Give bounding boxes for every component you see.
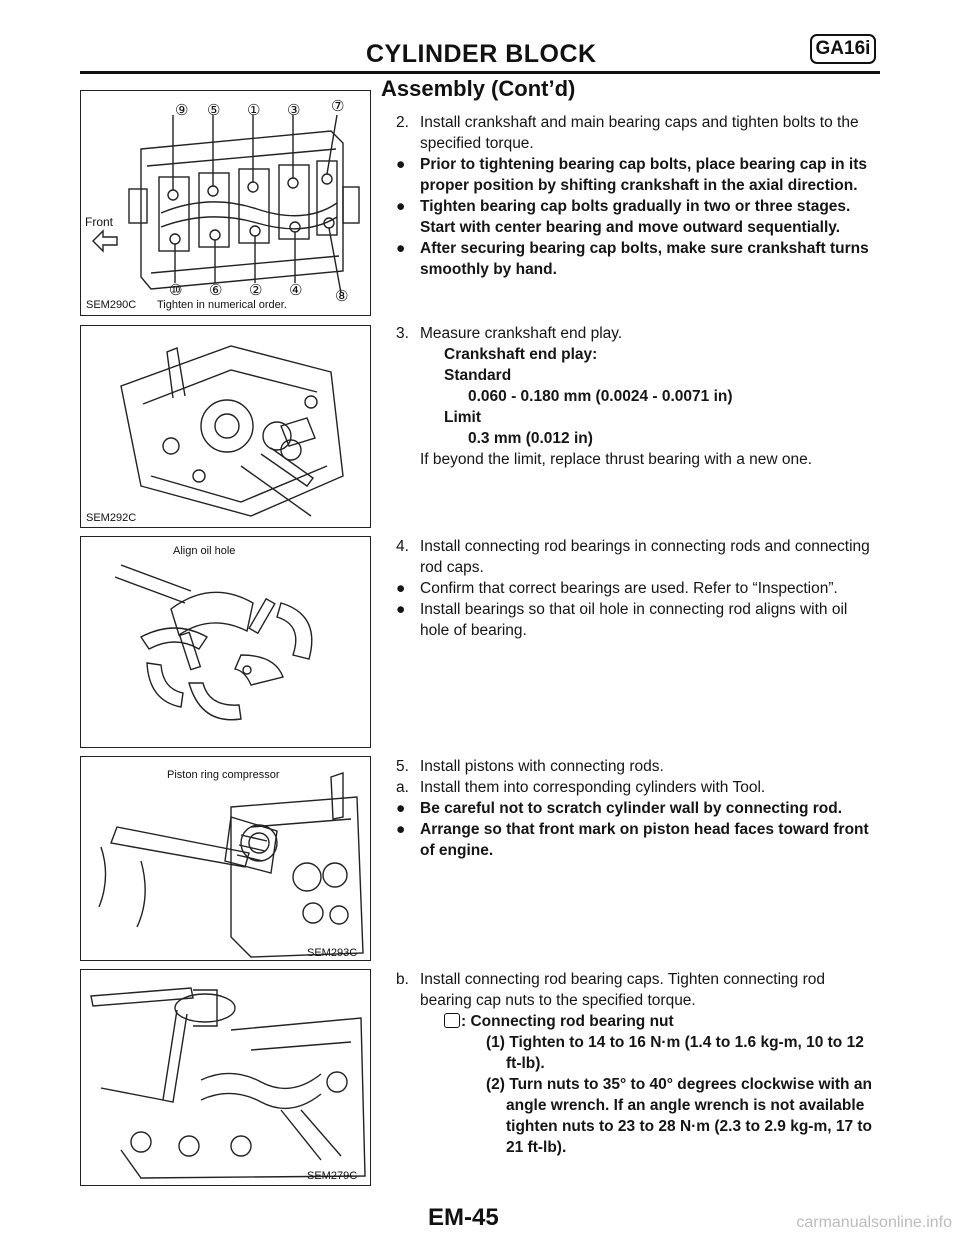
- step-5-bullet-2: ● Arrange so that front mark on piston head faces toward front of engine.: [396, 821, 869, 859]
- end-play-spec-title: Crankshaft end play:: [444, 346, 598, 363]
- step-2-bullet-3: ● After securing bearing cap bolts, make sure crankshaft turns smoothly by hand.: [396, 240, 869, 278]
- limit-label: Limit: [444, 409, 482, 426]
- step-2-block: [396, 112, 876, 280]
- step-5b: b. Install connecting rod bearing caps. Tighten connecting rod bearing cap nuts to the specified torque.: [396, 971, 825, 1009]
- figure-code: SEM290C: [86, 299, 137, 311]
- step-3: 3. Measure crankshaft end play.: [396, 325, 623, 342]
- watermark: carmanualsonline.info: [796, 1214, 952, 1231]
- step-4-bullet-2: ● Install bearings so that oil hole in connecting rod aligns with oil hole of bearing.: [396, 601, 848, 639]
- section-title: CYLINDER BLOCK: [366, 40, 597, 68]
- align-oil-hole-label: Align oil hole: [173, 545, 236, 557]
- torque-step-1: (1) Tighten to 14 to 16 N·m (1.4 to 1.6 kg-m, 10 to 12 ft-lb).: [486, 1034, 864, 1072]
- torque-spec-title: : Connecting rod bearing nut: [396, 1011, 876, 1032]
- order-number-10: ⑩: [169, 282, 183, 299]
- order-number-4: ④: [289, 282, 303, 299]
- order-number-5: ⑤: [207, 102, 221, 119]
- order-number-7: ⑦: [331, 98, 345, 115]
- figure-code: SEM293C: [307, 947, 358, 959]
- order-number-6: ⑥: [209, 282, 223, 299]
- order-number-9: ⑨: [175, 102, 189, 119]
- end-play-note: If beyond the limit, replace thrust bearing with a new one.: [420, 451, 813, 468]
- page-number: EM-45: [428, 1204, 499, 1231]
- torque-wrench-icon: [444, 1013, 460, 1028]
- figure-angle-wrench: [80, 969, 371, 1186]
- figure-tightening-order: [80, 90, 371, 316]
- tightening-order-illustration: [81, 91, 372, 317]
- step-5: 5. Install pistons with connecting rods.: [396, 758, 664, 775]
- step-5-block: [396, 756, 876, 861]
- angle-wrench-illustration: [81, 970, 372, 1187]
- piston-ring-compressor-label: Piston ring compressor: [167, 769, 280, 781]
- step-2: 2. Install crankshaft and main bearing caps and tighten bolts to the specified torque.: [396, 114, 859, 152]
- front-label: Front: [85, 215, 114, 229]
- step-3-block: [396, 323, 876, 470]
- rod-bearings-illustration: [81, 537, 372, 749]
- step-5b-block: [396, 969, 876, 1158]
- figure-end-play-measurement: [80, 325, 371, 528]
- step-5a: a. Install them into corresponding cylinders with Tool.: [396, 779, 766, 796]
- order-number-2: ②: [249, 282, 263, 299]
- step-2-bullet-2: ● Tighten bearing cap bolts gradually in two or three stages. Start with center bearing and move outward sequentially.: [396, 198, 851, 236]
- limit-value: 0.3 mm (0.012 in): [468, 430, 593, 447]
- standard-value: 0.060 - 0.180 mm (0.0024 - 0.0071 in): [468, 388, 733, 405]
- figure-rod-bearings: [80, 536, 371, 748]
- header-rule: [80, 71, 880, 74]
- order-number-8: ⑧: [335, 288, 349, 305]
- torque-step-2: (2) Turn nuts to 35° to 40° degrees clockwise with an angle wrench. If an angle wrench is not available tighten nuts to 23 to 28 N·m (2.3 to 2.9 kg-m, 17 to 21 ft-lb).: [486, 1076, 873, 1156]
- figure-piston-install: [80, 756, 371, 961]
- figure-caption: Tighten in numerical order.: [157, 299, 287, 311]
- step-4: 4. Install connecting rod bearings in connecting rods and connecting rod caps.: [396, 538, 870, 576]
- order-number-3: ③: [287, 102, 301, 119]
- piston-install-illustration: [81, 757, 372, 962]
- figure-code: SEM279C: [307, 1170, 358, 1182]
- page-subtitle: Assembly (Cont’d): [381, 76, 576, 101]
- end-play-illustration: [81, 326, 372, 529]
- step-2-bullet-1: ● Prior to tightening bearing cap bolts, place bearing cap in its proper position by shifting crankshaft in the axial direction.: [396, 156, 867, 194]
- step-4-block: [396, 536, 876, 641]
- engine-badge: GA16i: [810, 34, 876, 64]
- standard-label: Standard: [444, 367, 512, 384]
- figure-code: SEM292C: [86, 512, 137, 524]
- step-5-bullet-1: ● Be careful not to scratch cylinder wall by connecting rod.: [396, 800, 843, 817]
- order-number-1: ①: [247, 102, 261, 119]
- step-4-bullet-1: ● Confirm that correct bearings are used. Refer to “Inspection”.: [396, 580, 838, 597]
